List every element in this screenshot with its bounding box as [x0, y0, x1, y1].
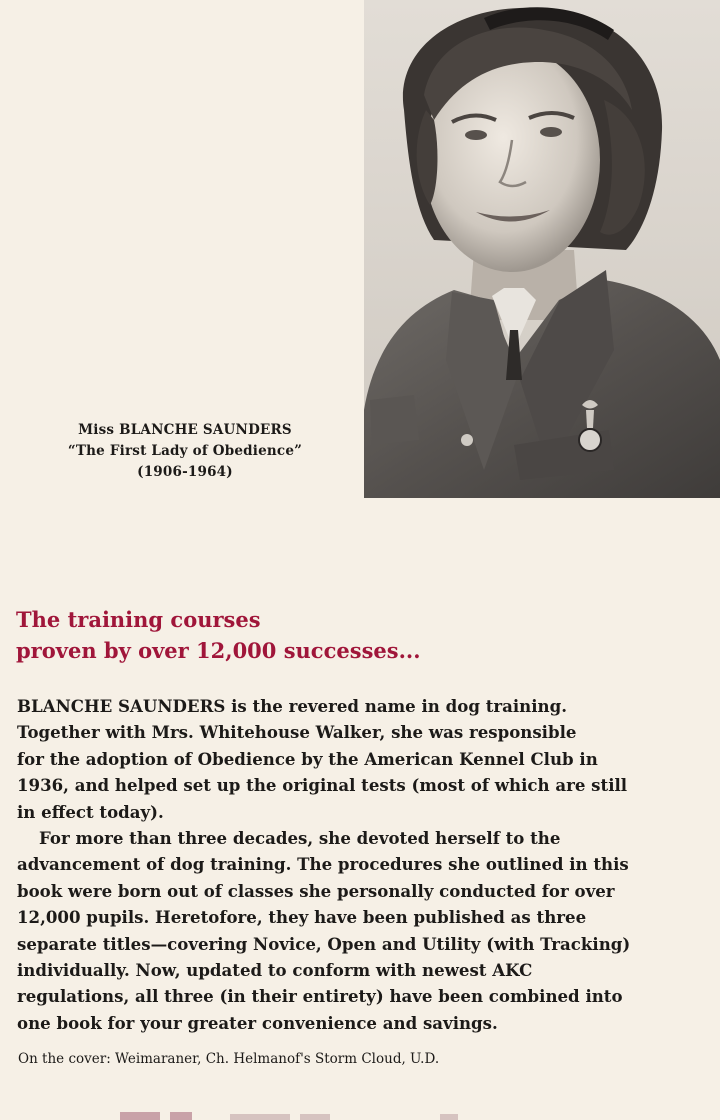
body-line: 1936, and helped set up the original tests (most of which are still — [17, 775, 628, 796]
body-line: regulations, all three (in their entirety) have been combined into — [17, 986, 623, 1007]
caption-subtitle: “The First Lady of Obedience” — [67, 443, 303, 459]
portrait-caption — [40, 420, 330, 483]
body-line: BLANCHE SAUNDERS is the revered name in dog training. — [17, 696, 567, 716]
body-line: individually. Now, updated to conform with newest AKC — [17, 960, 533, 981]
headline-line-2: proven by over 12,000 successes... — [16, 638, 421, 663]
body-line: advancement of dog training. The procedures she outlined in this — [17, 854, 629, 875]
body-line: 12,000 pupils. Heretofore, they have been published as three — [17, 907, 587, 928]
caption-author-name: Miss BLANCHE SAUNDERS — [78, 422, 292, 438]
cover-credit-note: On the cover: Weimaraner, Ch. Helmanof's Storm Cloud, U.D. — [18, 1051, 440, 1067]
author-portrait-photo — [364, 0, 720, 498]
headline-line-1: The training courses — [16, 607, 261, 632]
body-line: one book for your greater convenience and savings. — [17, 1012, 498, 1033]
body-line: for the adoption of Obedience by the American Kennel Club in — [17, 748, 598, 769]
body-copy — [17, 693, 717, 1036]
body-line: in effect today). — [17, 801, 164, 822]
body-line: For more than three decades, she devoted herself to the — [39, 828, 561, 849]
cropped-bottom-text-decoration — [0, 1100, 720, 1120]
caption-years: (1906-1964) — [137, 464, 233, 480]
body-line: separate titles—covering Novice, Open and Utility (with Tracking) — [17, 933, 631, 954]
body-line: book were born out of classes she personally conducted for over — [17, 880, 615, 901]
promo-headline — [16, 604, 706, 666]
body-line: Together with Mrs. Whitehouse Walker, she was responsible — [17, 722, 577, 743]
